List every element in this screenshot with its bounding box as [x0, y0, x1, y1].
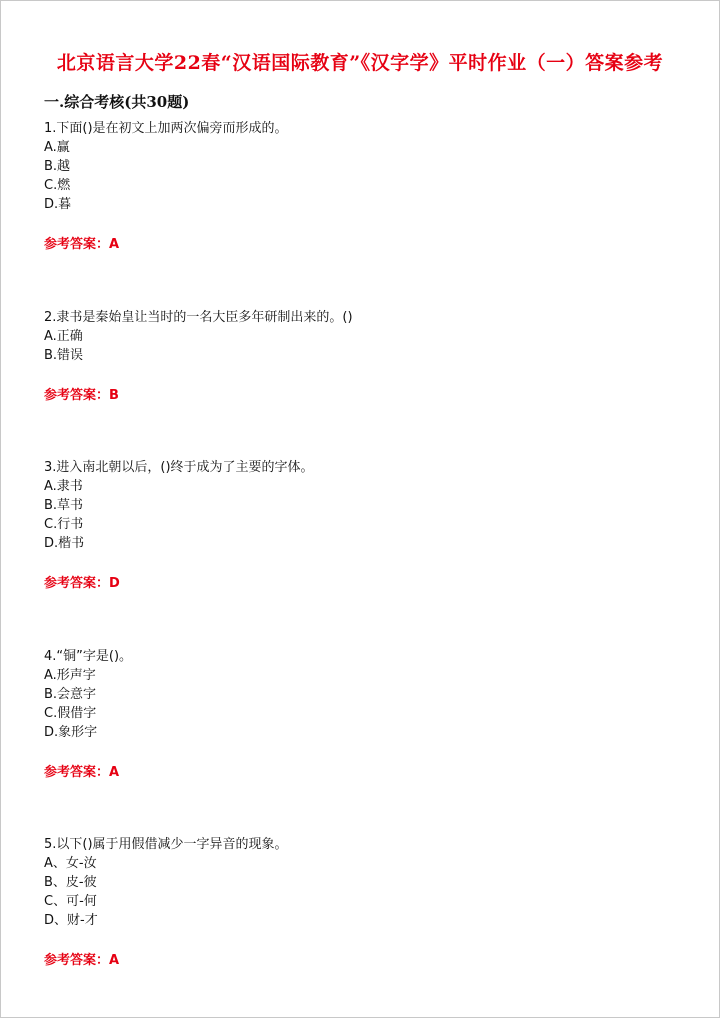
answer-line-3	[44, 572, 120, 591]
answer-value: A	[109, 237, 120, 252]
answer-value: A	[109, 765, 120, 780]
answer-line-5	[44, 949, 119, 968]
question-2	[44, 308, 684, 365]
answer-label: 参考答案：	[44, 765, 110, 780]
option-b: B.越	[44, 159, 71, 174]
option-d: D.暮	[44, 197, 72, 212]
option-c: C、可-何	[44, 894, 97, 909]
question-1	[44, 119, 684, 214]
question-text: 5.以下()属于用假借减少一字异音的现象。	[44, 837, 288, 852]
answer-label: 参考答案：	[44, 237, 110, 252]
option-b: B、皮-彼	[44, 875, 97, 890]
option-d: D.象形字	[44, 725, 98, 740]
answer-line-4	[44, 761, 119, 780]
question-text: 3.进入南北朝以后，()终于成为了主要的字体。	[44, 460, 314, 475]
option-d: D.楷书	[44, 536, 85, 551]
option-a: A、女-汝	[44, 856, 97, 871]
answer-line-1	[44, 233, 119, 252]
option-a: A.赢	[44, 140, 70, 155]
answer-line-2	[44, 384, 119, 403]
answer-value: B	[109, 388, 119, 403]
option-c: C.假借字	[44, 706, 97, 721]
option-d: D、财-才	[44, 913, 98, 928]
question-text: 4.“铜”字是()。	[44, 649, 133, 664]
answer-label: 参考答案：	[44, 388, 110, 403]
answer-label: 参考答案：	[44, 576, 110, 591]
option-b: B.草书	[44, 498, 84, 513]
option-c: C.行书	[44, 517, 84, 532]
option-a: A.形声字	[44, 668, 96, 683]
question-text: 1.下面()是在初文上加两次偏旁而形成的。	[44, 121, 288, 136]
question-3	[44, 458, 684, 553]
option-c: C.燃	[44, 178, 71, 193]
option-b: B.错误	[44, 348, 84, 363]
document-title: 北京语言大学22春“汉语国际教育”《汉字学》平时作业（一）答案参考	[56, 52, 664, 74]
option-a: A.正确	[44, 329, 83, 344]
answer-value: D	[109, 576, 120, 591]
question-5	[44, 835, 684, 930]
question-4	[44, 647, 684, 742]
answer-value: A	[109, 953, 120, 968]
option-a: A.隶书	[44, 479, 83, 494]
section-heading: 一.综合考核(共30题)	[44, 93, 190, 111]
option-b: B.会意字	[44, 687, 97, 702]
answer-label: 参考答案：	[44, 953, 110, 968]
question-text: 2.隶书是秦始皇让当时的一名大臣多年研制出来的。()	[44, 310, 353, 325]
